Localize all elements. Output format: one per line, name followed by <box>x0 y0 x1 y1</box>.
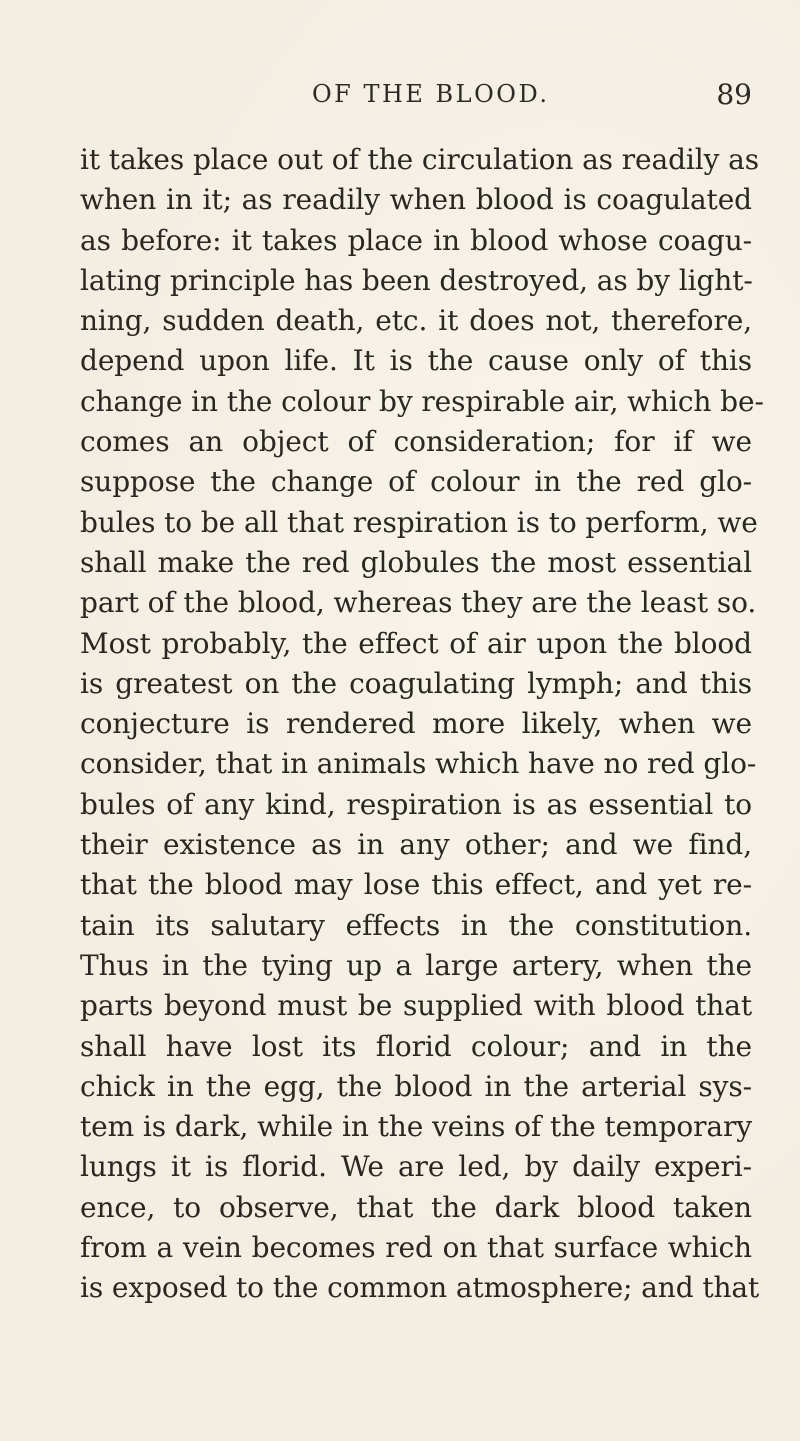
text-line: ence, to observe, that the dark blood taken <box>80 1190 752 1224</box>
body-text <box>80 140 764 1309</box>
text-line: shall make the red globules the most essential <box>80 545 752 579</box>
text-line: lungs it is florid. We are led, by daily experi- <box>80 1150 752 1184</box>
text-line: lating principle has been destroyed, as by light- <box>80 263 753 297</box>
text-line: their existence as in any other; and we find, <box>80 828 752 862</box>
text-line: when in it; as readily when blood is coagulated <box>80 183 752 217</box>
text-line: shall have lost its florid colour; and in the <box>80 1029 752 1063</box>
text-line: change in the colour by respirable air, which be- <box>80 384 764 418</box>
running-head-title: OF THE BLOOD. <box>312 80 550 108</box>
text-line: Thus in the tying up a large artery, when the <box>80 948 752 982</box>
text-line: Most probably, the effect of air upon the blood <box>80 626 752 660</box>
text-line: parts beyond must be supplied with blood that <box>80 989 752 1023</box>
running-head <box>80 80 752 120</box>
text-line: it takes place out of the circulation as readily as <box>80 143 760 176</box>
text-line: is exposed to the common atmosphere; and that <box>80 1271 760 1305</box>
text-line: part of the blood, whereas they are the least so. <box>80 586 757 620</box>
text-line: suppose the change of colour in the red glo- <box>80 465 752 499</box>
text-line: is greatest on the coagulating lymph; and this <box>80 666 752 700</box>
page-number: 89 <box>716 78 752 111</box>
text-line: bules to be all that respiration is to perform, we <box>80 505 758 539</box>
text-line: as before: it takes place in blood whose coagu- <box>80 223 752 257</box>
text-line: depend upon life. It is the cause only of this <box>80 344 752 378</box>
text-line: tem is dark, while in the veins of the temporary <box>80 1110 752 1144</box>
text-line: bules of any kind, respiration is as essential to <box>80 787 752 821</box>
text-line: tain its salutary effects in the constitution. <box>80 908 752 942</box>
text-line: comes an object of consideration; for if we <box>80 425 752 459</box>
text-line: that the blood may lose this effect, and yet re- <box>80 868 752 902</box>
text-line: ning, sudden death, etc. it does not, therefore, <box>80 304 752 338</box>
text-line: chick in the egg, the blood in the arterial sys- <box>80 1069 752 1103</box>
text-line: conjecture is rendered more likely, when we <box>80 707 752 741</box>
text-line: from a vein becomes red on that surface which <box>80 1231 752 1265</box>
text-line: consider, that in animals which have no red glo- <box>80 747 757 781</box>
